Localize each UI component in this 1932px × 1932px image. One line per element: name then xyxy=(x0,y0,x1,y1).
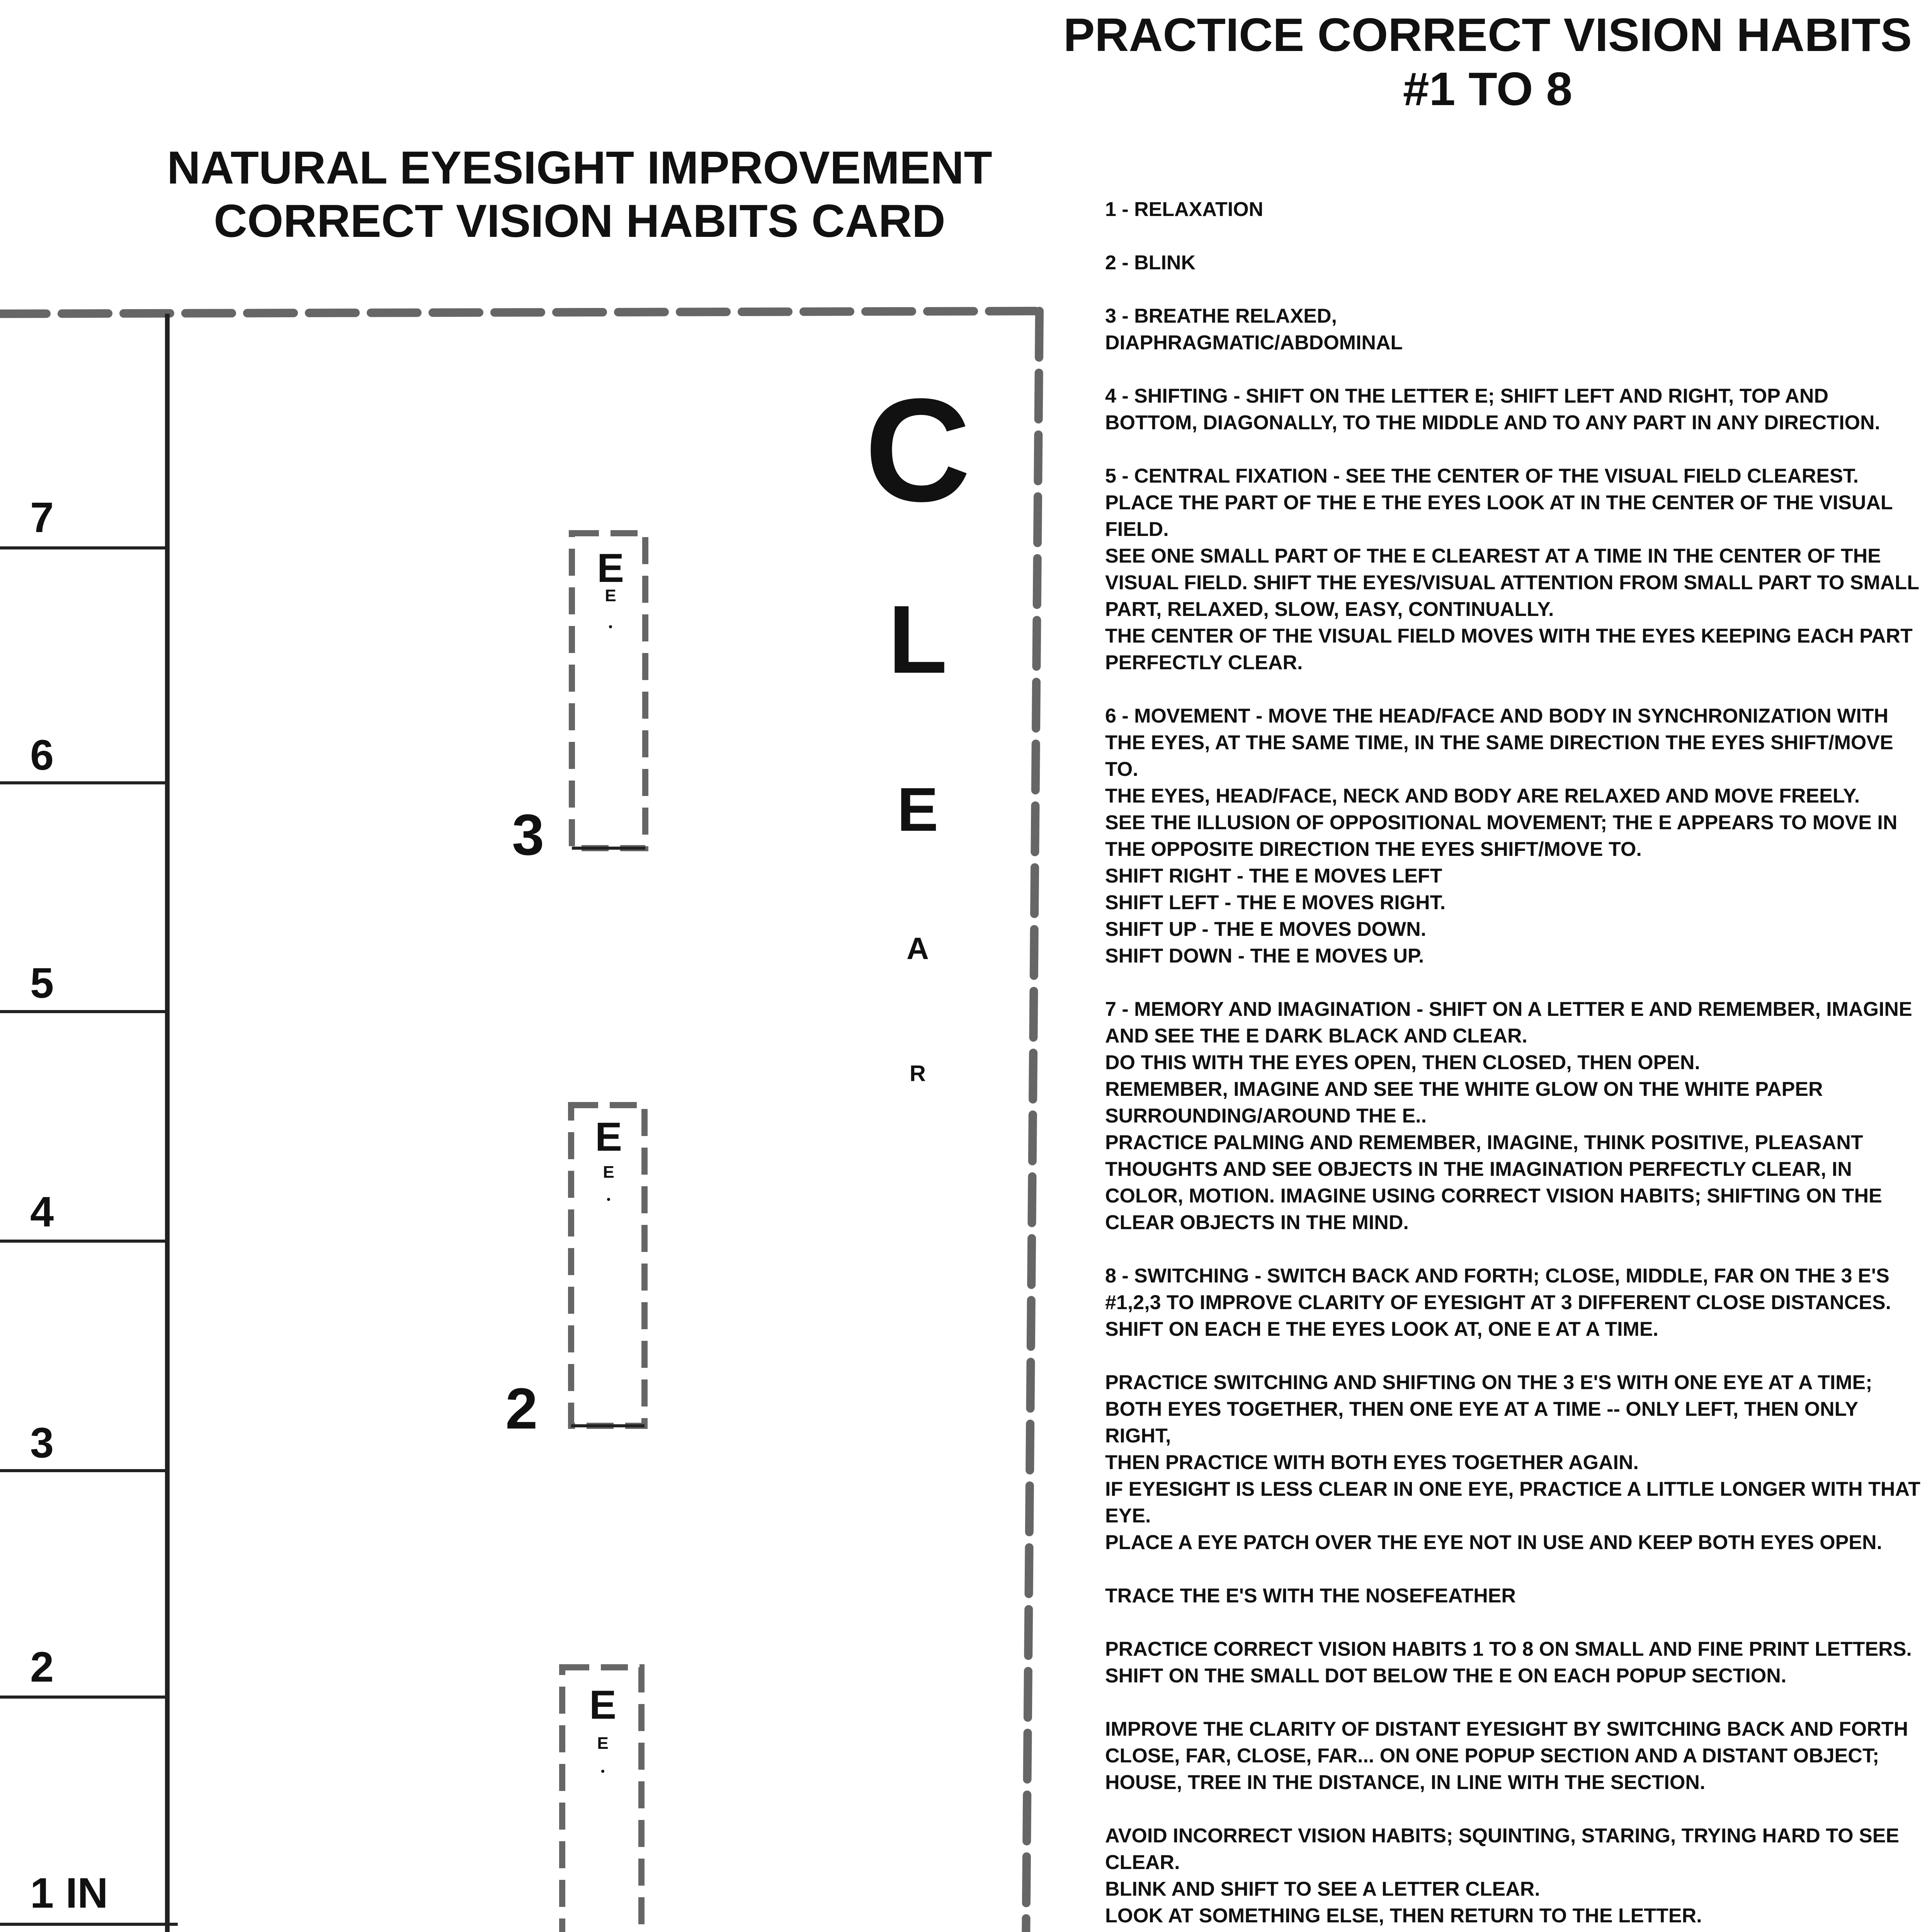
habit-3-breathe: 3 - BREATHE RELAXED, DIAPHRAGMATIC/ABDOMINAL xyxy=(1105,305,1403,354)
popup-1-letter-e: E xyxy=(589,1682,617,1728)
ruler-label-1-inch: 1 IN xyxy=(30,1869,108,1917)
clear-letter-e: E xyxy=(897,775,939,844)
nosefeather-paragraph: TRACE THE E'S WITH THE NOSEFEATHER xyxy=(1105,1585,1516,1607)
habit-8-switching: 8 - SWITCHING - SWITCH BACK AND FORTH; CLOSE, MIDDLE, FAR ON THE 3 E'S #1,2,3 TO IMPROVE CLARITY OF EYESIGHT AT 3 DIFFERENT CLOSE DISTANCES. SHIFT ON EACH E THE EYES LOOK AT, ONE E AT A TIME. xyxy=(1105,1265,1891,1340)
habit-6-movement: 6 - MOVEMENT - MOVE THE HEAD/FACE AND BODY IN SYNCHRONIZATION WITH THE EYES, AT THE SAME TIME, IN THE SAME DIRECTION THE EYES SHIFT/MOVE TO. THE EYES, HEAD/FACE, NECK AND BODY ARE RELAXED AND MOVE FREELY. SEE THE ILLUSION OF OPPOSITIONAL MOVEMENT; THE E APPEARS TO MOVE IN THE OPPOSITE DIRECTION THE EYES SHIFT/MOVE TO. SHIFT RIGHT - THE E MOVES LEFT SHIFT LEFT - THE E MOVES RIGHT. SHIFT UP - THE E MOVES DOWN. SHIFT DOWN - THE E MOVES UP. xyxy=(1105,705,1898,967)
popup-2-fixation-dot xyxy=(607,1198,610,1201)
habit-1-relaxation: 1 - RELAXATION xyxy=(1105,198,1264,221)
popup-2-letter-e: E xyxy=(595,1114,622,1160)
ruler-label-3: 3 xyxy=(30,1419,54,1467)
one-eye-practice-paragraph: PRACTICE SWITCHING AND SHIFTING ON THE 3 E'S WITH ONE EYE AT A TIME; BOTH EYES TOGETHER, THEN ONE EYE AT A TIME -- ONLY LEFT, THEN ONLY RIGHT, THEN PRACTICE WITH BOTH EYES TOGETHER AGAIN. IF EYESIGHT IS LESS CLEAR IN ONE EYE, PRACTICE A LITTLE LONGER WITH THAT EYE. PLACE A EYE PATCH OVER THE EYE NOT IN USE AND KEEP BOTH EYES OPEN. xyxy=(1105,1371,1920,1554)
ruler-label-2: 2 xyxy=(30,1643,54,1691)
popup-1-small-e: E xyxy=(597,1734,609,1753)
ruler-label-4: 4 xyxy=(30,1188,54,1236)
popup-3-fixation-dot xyxy=(609,625,612,628)
habit-5-central-fixation: 5 - CENTRAL FIXATION - SEE THE CENTER OF THE VISUAL FIELD CLEAREST. PLACE THE PART OF THE E THE EYES LOOK AT IN THE CENTER OF THE VISUAL FIELD. SEE ONE SMALL PART OF THE E CLEAREST AT A TIME IN THE CENTER OF THE VISUAL FIELD. SHIFT THE EYES/VISUAL ATTENTION FROM SMALL PART TO SMALL PART, RELAXED, SLOW, EASY, CONTINUALLY. THE CENTER OF THE VISUAL FIELD MOVES WITH THE EYES KEEPING EACH PART PERFECTLY CLEAR. xyxy=(1105,465,1919,674)
distant-eyesight-paragraph: IMPROVE THE CLARITY OF DISTANT EYESIGHT BY SWITCHING BACK AND FORTH CLOSE, FAR, CLOSE, FAR... ON ONE POPUP SECTION AND A DISTANT OBJECT; HOUSE, TREE IN THE DISTANCE, IN LINE WITH THE SECTION. xyxy=(1105,1718,1908,1794)
habit-2-blink: 2 - BLINK xyxy=(1105,252,1196,274)
clear-letter-c: C xyxy=(864,368,971,532)
ruler-label-6: 6 xyxy=(30,731,54,779)
card-dashed-border xyxy=(0,311,1039,1932)
popup-3-small-e: E xyxy=(605,586,616,605)
fine-print-paragraph: PRACTICE CORRECT VISION HABITS 1 TO 8 ON SMALL AND FINE PRINT LETTERS. SHIFT ON THE SMALL DOT BELOW THE E ON EACH POPUP SECTION. xyxy=(1105,1638,1912,1687)
popup-1-fixation-dot xyxy=(601,1770,604,1773)
popup-2-number: 2 xyxy=(505,1376,538,1441)
clear-letter-l: L xyxy=(888,585,947,693)
ruler-ticks xyxy=(0,548,178,1924)
ruler-label-7: 7 xyxy=(30,494,54,541)
habit-4-shifting: 4 - SHIFTING - SHIFT ON THE LETTER E; SHIFT LEFT AND RIGHT, TOP AND BOTTOM, DIAGONALLY, TO THE MIDDLE AND TO ANY PART IN ANY DIRECTION. xyxy=(1105,385,1880,434)
popup-2-small-e: E xyxy=(603,1163,614,1182)
ruler-label-5: 5 xyxy=(30,959,54,1007)
habit-7-memory-imagination: 7 - MEMORY AND IMAGINATION - SHIFT ON A LETTER E AND REMEMBER, IMAGINE AND SEE THE E DARK BLACK AND CLEAR. DO THIS WITH THE EYES OPEN, THEN CLOSED, THEN OPEN. REMEMBER, IMAGINE AND SEE THE WHITE GLOW ON THE WHITE PAPER SURROUNDING/AROUND THE E.. PRACTICE PALMING AND REMEMBER, IMAGINE, THINK POSITIVE, PLEASANT THOUGHTS AND SEE OBJECTS IN THE IMAGINATION PERFECTLY CLEAR, IN COLOR, MOTION. IMAGINE USING CORRECT VISION HABITS; SHIFTING ON THE CLEAR OBJECTS IN THE MIND. xyxy=(1105,998,1912,1234)
clear-letter-a: A xyxy=(906,931,929,966)
card-title: NATURAL EYESIGHT IMPROVEMENT CORRECT VISION HABITS CARD xyxy=(167,142,992,247)
avoid-incorrect-habits-paragraph: AVOID INCORRECT VISION HABITS; SQUINTING, STARING, TRYING HARD TO SEE CLEAR. BLINK AND SHIFT TO SEE A LETTER CLEAR. LOOK AT SOMETHING ELSE, THEN RETURN TO THE LETTER. xyxy=(1105,1825,1900,1927)
instructions-column xyxy=(1105,196,1924,1932)
clear-letter-r: R xyxy=(910,1061,926,1086)
popup-3-number: 3 xyxy=(512,802,544,867)
practice-habits-title: PRACTICE CORRECT VISION HABITS #1 TO 8 xyxy=(1063,9,1912,115)
popup-3-letter-e: E xyxy=(597,546,624,591)
